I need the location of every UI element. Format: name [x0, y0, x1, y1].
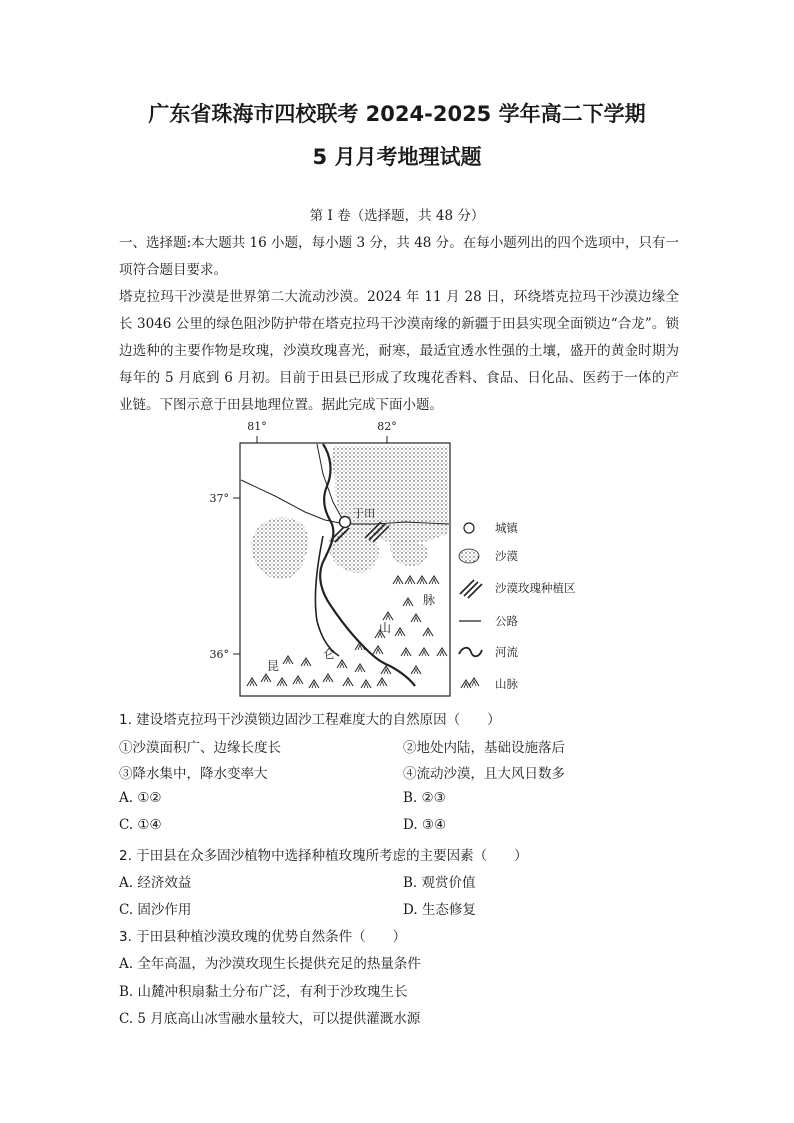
- instructions-paragraph: 一、选择题:本大题共 16 小题，每小题 3 分，共 48 分。在每小题列出的四个选项中，只有一项符合题目要求。: [119, 235, 679, 278]
- q3-option-c[interactable]: C. 5 月底高山冰雪融水量较大，可以提供灌溉水源: [119, 1011, 421, 1027]
- q1-text: 1. 建设塔克拉玛干沙漠锁边固沙工程难度大的自然原因（ ）: [119, 712, 501, 728]
- q1-option-d[interactable]: D. ③④: [403, 817, 447, 833]
- section-header: 第 I 卷（选择题，共 48 分）: [309, 208, 485, 224]
- location-map: [205, 416, 605, 701]
- q1-statement-3: ③降水集中，降水变率大: [119, 766, 268, 782]
- range-char-kun: 昆: [267, 659, 280, 673]
- town-yutian: [340, 517, 351, 528]
- desert-dots-icon: [459, 549, 479, 563]
- exam-title-line1: 广东省珠海市四校联考 2024-2025 学年高二下学期: [148, 102, 646, 126]
- town-yutian-label: 于田: [353, 507, 375, 520]
- legend-label-road: 公路: [495, 614, 518, 628]
- range-char-shan: 山: [379, 621, 392, 635]
- exam-title-line2: 5 月月考地理试题: [312, 145, 482, 169]
- q1-statement-4: ④流动沙漠，且大风日数多: [403, 766, 565, 782]
- legend-label-river: 河流: [495, 645, 518, 659]
- lon-label-81: 81°: [247, 420, 267, 433]
- q1-option-b[interactable]: B. ②③: [403, 790, 446, 806]
- q2-option-a[interactable]: A. 经济效益: [119, 875, 192, 891]
- lon-label-82: 82°: [377, 420, 397, 433]
- map-legend: [459, 521, 576, 691]
- legend-label-town: 城镇: [495, 521, 518, 535]
- q1-statement-2: ②地处内陆，基础设施落后: [403, 740, 565, 756]
- q1-statement-1: ①沙漠面积广、边缘长度长: [119, 740, 281, 756]
- range-char-mai: 脉: [423, 593, 436, 607]
- q1-option-a[interactable]: A. ①②: [119, 790, 162, 806]
- legend-label-mountain: 山脉: [495, 677, 518, 691]
- river-wave-icon: [459, 648, 482, 657]
- mountain-icon: [461, 680, 471, 688]
- q1-option-c[interactable]: C. ①④: [119, 817, 162, 833]
- range-char-lun: 仑: [323, 647, 336, 661]
- q2-option-d[interactable]: D. 生态修复: [403, 902, 476, 918]
- q3-text: 3. 于田县种植沙漠玫瑰的优势自然条件（ ）: [119, 929, 407, 945]
- q3-option-a[interactable]: A. 全年高温，为沙漠玫现生长提供充足的热量条件: [119, 956, 421, 972]
- q2-text: 2. 于田县在众多固沙植物中选择种植玫瑰所考虑的主要因素（ ）: [119, 848, 528, 864]
- legend-label-rose: 沙漠玫瑰种植区: [495, 581, 576, 595]
- q2-option-b[interactable]: B. 观赏价值: [403, 875, 476, 891]
- q3-option-b[interactable]: B. 山麓冲积扇黏土分布广泛，有利于沙玫瑰生长: [119, 984, 408, 1000]
- town-circle-icon: [464, 523, 474, 533]
- rose-hatch-icon: [460, 580, 482, 598]
- stem-paragraph: 塔克拉玛干沙漠是世界第二大流动沙漠。2024 年 11 月 28 日，环绕塔克拉玛干沙漠边缘全长 3046 公里的绿色阻沙防护带在塔克拉玛干沙漠南缘的新疆于田县实现全面锁边“合龙”。锁边选种的主要作物是玫瑰，沙漠玫瑰喜光，耐寒，最适宜透水性强的土壤，盛开的黄金时期为每年的 5 月底到 6 月初。目前于田县已形成了玫瑰花香料、食品、日化品、医药于一体的产业链。下图示意于田县地理位置。据此完成下面小题。: [119, 289, 679, 413]
- legend-label-desert: 沙漠: [495, 549, 518, 563]
- q2-option-c[interactable]: C. 固沙作用: [119, 902, 192, 918]
- lat-label-37: 37°: [209, 492, 229, 505]
- lat-label-36: 36°: [209, 648, 229, 661]
